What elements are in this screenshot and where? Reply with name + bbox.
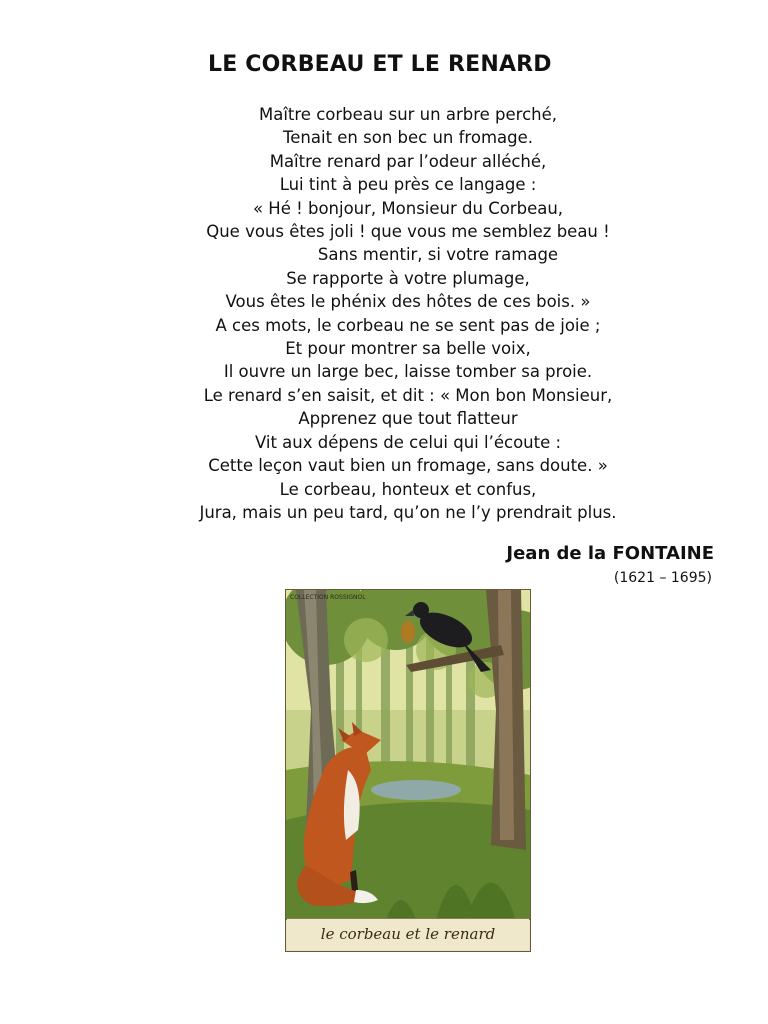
poem-line: Cette leçon vaut bien un fromage, sans doute. » <box>208 456 608 476</box>
poem-line: Se rapporte à votre plumage, <box>286 268 530 288</box>
poem-body <box>150 103 666 524</box>
poem-line: Jura, mais un peu tard, qu’on ne l’y prendrait plus. <box>199 502 617 522</box>
poem-line: Le renard s’en saisit, et dit : « Mon bon Monsieur, <box>203 385 613 405</box>
poem-line: Et pour montrer sa belle voix, <box>285 339 531 359</box>
poem-line: Tenait en son bec un fromage. <box>282 128 534 148</box>
publisher-mark: COLLECTION ROSSIGNOL <box>290 594 366 601</box>
forest-scene-image <box>286 590 530 920</box>
poem-line: Sans mentir, si votre ramage <box>317 245 559 265</box>
author-dates: (1621 – 1695) <box>613 570 712 586</box>
fable-illustration <box>285 589 531 952</box>
poem-line: Le corbeau, honteux et confus, <box>279 479 537 499</box>
poem-line: Maître renard par l’odeur alléché, <box>269 151 547 171</box>
illustration-caption: le corbeau et le renard <box>287 918 529 950</box>
poem-line: Vit aux dépens de celui qui l’écoute : <box>254 432 562 452</box>
poem-line: A ces mots, le corbeau ne se sent pas de joie ; <box>215 315 601 335</box>
poem-line: Lui tint à peu près ce langage : <box>279 175 537 195</box>
poem-line: Apprenez que tout flatteur <box>298 409 518 429</box>
poem-line: Vous êtes le phénix des hôtes de ces bois. » <box>225 292 591 312</box>
poem-line: Il ouvre un large bec, laisse tomber sa proie. <box>223 362 593 382</box>
poem-title: LE CORBEAU ET LE RENARD <box>208 52 552 77</box>
poem-line: Que vous êtes joli ! que vous me semblez beau ! <box>206 222 610 242</box>
poem-line: Maître corbeau sur un arbre perché, <box>258 105 557 124</box>
poem-line: « Hé ! bonjour, Monsieur du Corbeau, <box>252 198 564 218</box>
author-name: Jean de la FONTAINE <box>506 543 714 564</box>
